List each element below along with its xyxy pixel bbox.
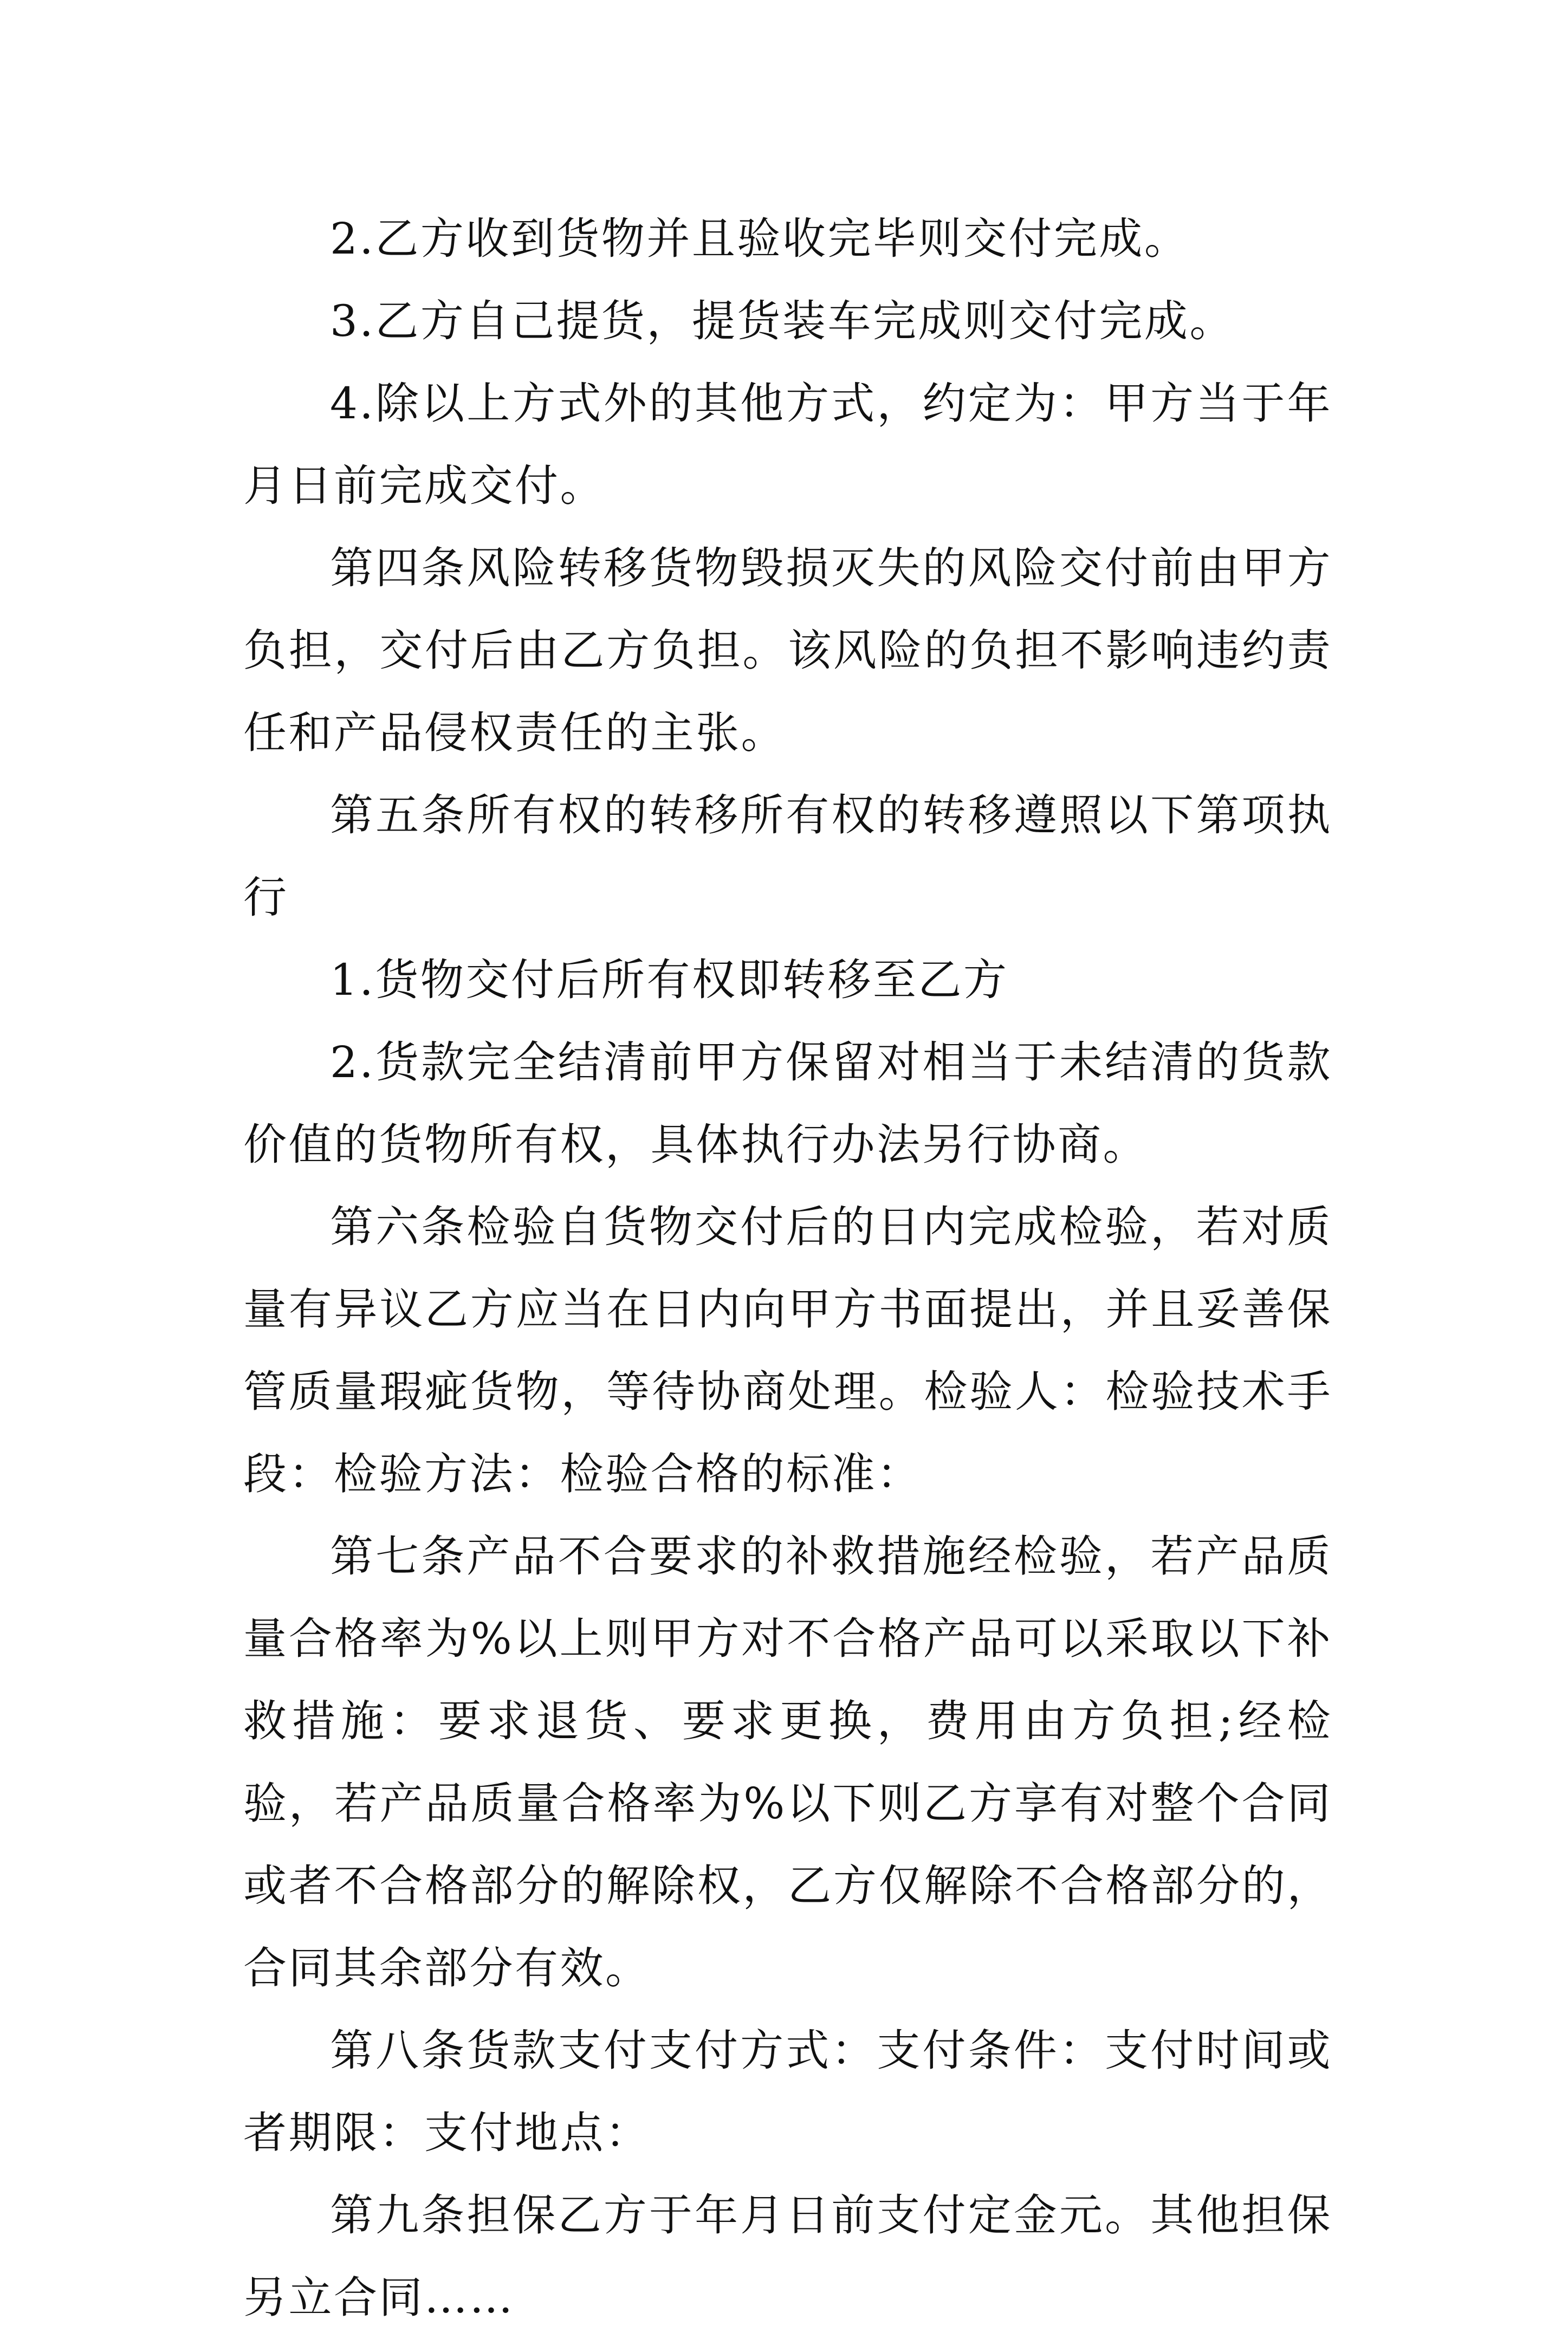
paragraph-article-6-inspection: 第六条检验自货物交付后的日内完成检验，若对质量有异议乙方应当在日内向甲方书面提出，并且妥善保管质量瑕疵货物，等待协商处理。检验人：检验技术手段：检验方法：检验合格的标准： [243,1202,1332,1499]
paragraph-article-4-risk-transfer: 第四条风险转移货物毁损灭失的风险交付前由甲方负担，交付后由乙方负担。该风险的负担不影响违约责任和产品侵权责任的主张。 [243,543,1332,758]
paragraph-ownership-2: 2.货款完全结清前甲方保留对相当于未结清的货款价值的货物所有权，具体执行办法另行协商。 [243,1037,1332,1170]
document-body [243,198,1332,2339]
paragraph-article-8-payment: 第八条货款支付支付方式：支付条件：支付时间或者期限：支付地点： [243,2025,1332,2158]
paragraph-article-9-guarantee: 第九条担保乙方于年月日前支付定金元。其他担保另立合同…… [243,2190,1332,2323]
paragraph-delivery-2: 2.乙方收到货物并且验收完毕则交付完成。 [330,213,1190,264]
paragraph-article-5-ownership: 第五条所有权的转移所有权的转移遵照以下第项执行 [243,790,1332,923]
paragraph-delivery-4: 4.除以上方式外的其他方式，约定为：甲方当于年月日前完成交付。 [243,378,1332,511]
paragraph-delivery-3: 3.乙方自己提货，提货装车完成则交付完成。 [330,296,1235,346]
paragraph-article-7-remedies: 第七条产品不合要求的补救措施经检验，若产品质量合格率为%以上则甲方对不合格产品可以采取以下补救措施：要求退货、要求更换，费用由方负担;经检验，若产品质量合格率为%以下则乙方享有对整个合同或者不合格部分的解除权，乙方仅解除不合格部分的，合同其余部分有效。 [243,1531,1332,1993]
paragraph-ownership-1: 1.货物交付后所有权即转移至乙方 [330,955,1009,1005]
